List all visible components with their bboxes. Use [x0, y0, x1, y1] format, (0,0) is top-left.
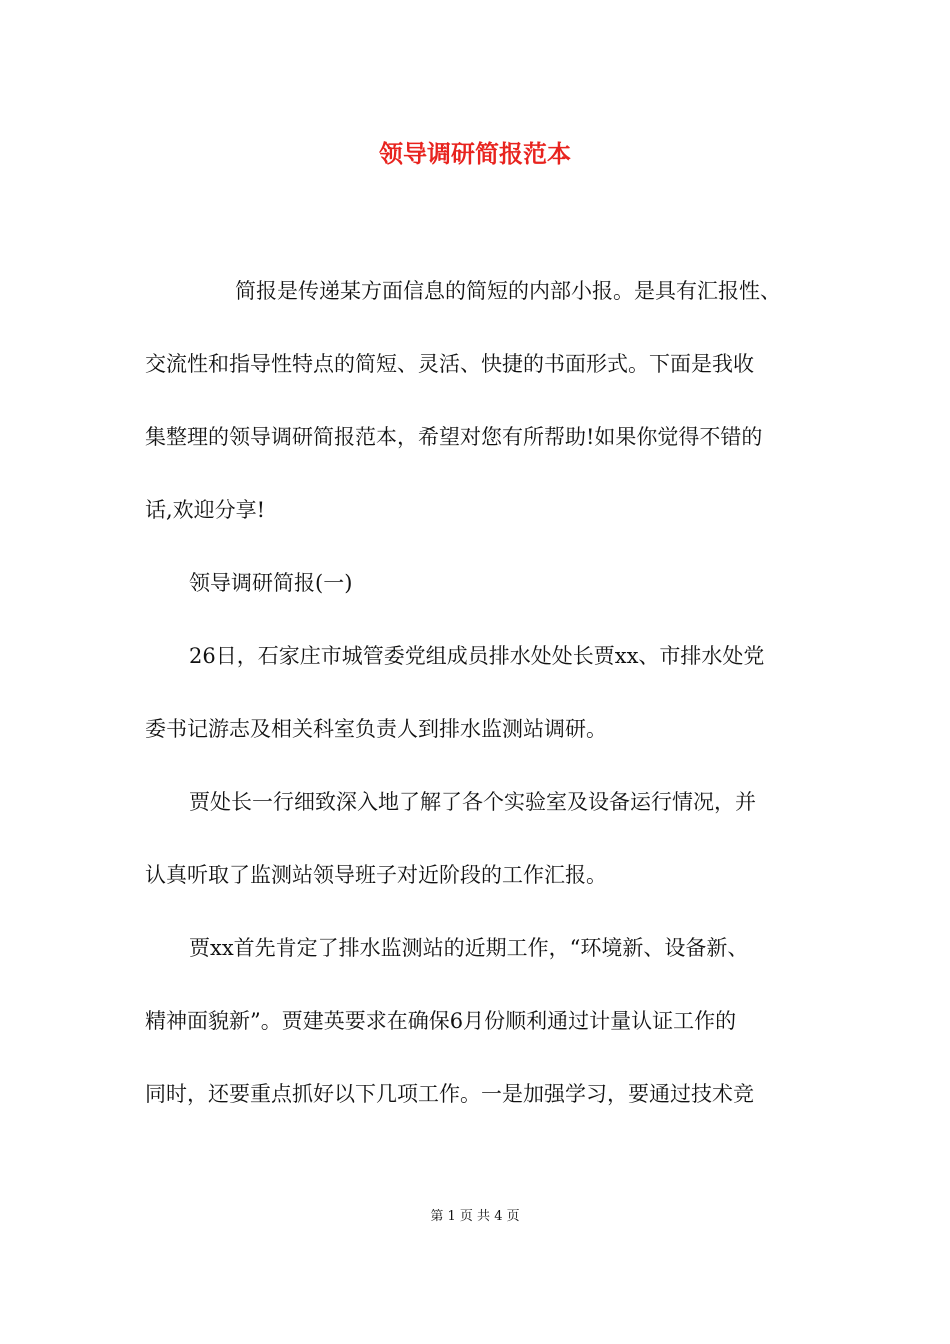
body-line-8: 贾处长一行细致深入地了解了各个实验室及设备运行情况，并 [189, 790, 756, 814]
body-line-3: 集整理的领导调研简报范本，希望对您有所帮助!如果你觉得不错的 [145, 425, 763, 449]
body-line-10: 贾xx首先肯定了排水监测站的近期工作，“环境新、设备新、 [189, 936, 749, 960]
body-line-1: 简报是传递某方面信息的简短的内部小报。是具有汇报性、 [235, 279, 781, 303]
body-line-12: 同时，还要重点抓好以下几项工作。一是加强学习，要通过技术竞 [145, 1082, 754, 1106]
page-number: 第 1 页 共 4 页 [430, 1209, 520, 1224]
body-line-7: 委书记游志及相关科室负责人到排水监测站调研。 [145, 717, 607, 741]
body-line-9: 认真听取了监测站领导班子对近阶段的工作汇报。 [145, 863, 607, 887]
section-heading: 领导调研简报(一) [189, 571, 353, 595]
document-body [145, 255, 810, 1131]
body-line-11: 精神面貌新”。贾建英要求在确保6月份顺利通过计量认证工作的 [145, 1009, 737, 1033]
body-line-2: 交流性和指导性特点的简短、灵活、快捷的书面形式。下面是我收 [145, 352, 754, 376]
body-line-6: 26日，石家庄市城管委党组成员排水处处长贾xx、市排水处党 [189, 644, 765, 668]
body-line-4: 话,欢迎分享! [145, 498, 266, 522]
document-title: 领导调研简报范本 [379, 139, 571, 168]
